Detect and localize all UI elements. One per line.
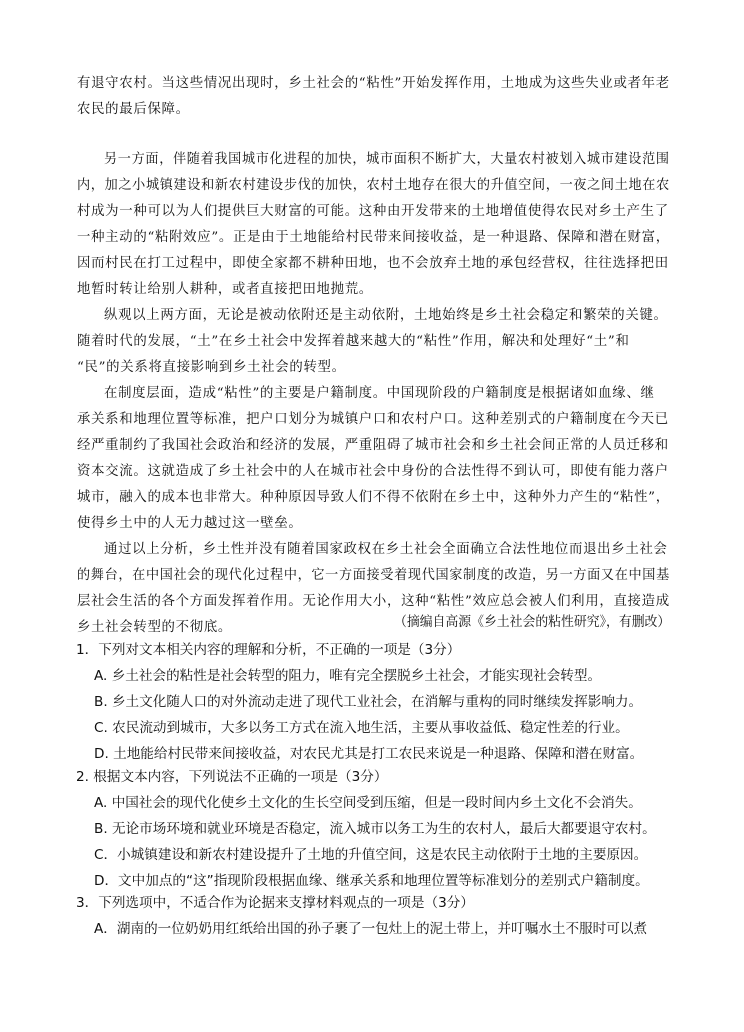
passage-line: 村成为一种可以为人们提供巨大财富的可能。这种由开发带来的土地增值使得农民对乡土产生了 bbox=[77, 204, 669, 219]
passage-line: 层社会生活的各个方面发挥着作用。无论作用大小，这种“粘性”效应总会被人们利用，直接造成 bbox=[77, 594, 670, 609]
answer-option: D. 土地能给村民带来间接收益，对农民尤其是打工农民来说是一种退路、保障和潜在财富。 bbox=[94, 746, 644, 762]
passage-line: 使得乡土中的人无力越过这一壁垒。 bbox=[77, 516, 303, 531]
question-stem: 3．下列选项中，不适合作为论据来支撑材料观点的一项是（3分） bbox=[76, 895, 474, 911]
passage-line: 资本交流。这就造成了乡土社会中的人在城市社会中身份的合法性得不到认可，即使有能力落户 bbox=[77, 464, 669, 479]
passage-line: 农民的最后保障。 bbox=[77, 102, 190, 117]
passage-line: 另一方面，伴随着我国城市化进程的加快，城市面积不断扩大，大量农村被划入城市建设范围 bbox=[104, 152, 670, 167]
passage-line: 城市，融入的成本也非常大。种种原因导致人们不得不依附在乡土中，这种外力产生的“粘性”， bbox=[77, 490, 670, 505]
passage-line: 纵观以上两方面，无论是被动依附还是主动依附，土地始终是乡土社会稳定和繁荣的关键。 bbox=[104, 308, 668, 323]
passage-line: 的舞台，在中国社会的现代化过程中，它一方面接受着现代国家制度的改造，另一方面又在中国基 bbox=[77, 568, 670, 583]
answer-option: C. 农民流动到城市，大多以务工方式在流入地生活，主要从事收益低、稳定性差的行业。 bbox=[94, 720, 629, 736]
question-stem: 2. 根据文本内容，下列说法不正确的一项是（3分） bbox=[76, 769, 388, 785]
answer-option: C．小城镇建设和新农村建设提升了土地的升值空间，这是农民主动依附于土地的主要原因。 bbox=[94, 847, 648, 863]
passage-line: 通过以上分析，乡土性并没有随着国家政权在乡土社会全面确立合法性地位而退出乡土社会 bbox=[104, 542, 668, 557]
answer-option: D．文中加点的“这”指现阶段根据血缘、继承关系和地理位置等标准划分的差别式户籍制度。 bbox=[94, 873, 649, 889]
passage-line: 内，加之小城镇建设和新农村建设步伐的加快，农村土地存在很大的升值空间，一夜之间土地在农 bbox=[77, 178, 670, 193]
passage-line: 随着时代的发展，“土”在乡土社会中发挥着越来越大的“粘性”作用，解决和处理好“土”和 bbox=[77, 334, 630, 349]
answer-option: A. 乡土社会的粘性是社会转型的阻力，唯有完全摆脱乡土社会，才能实现社会转型。 bbox=[94, 668, 602, 684]
answer-option: B. 无论市场环境和就业环境是否稳定，流入城市以务工为生的农村人，最后大都要退守农村。 bbox=[94, 821, 656, 837]
answer-option: A．湖南的一位奶奶用红纸给出国的孙子裹了一包灶上的泥土带上，并叮嘱水土不服时可以煮 bbox=[94, 921, 648, 937]
passage-line: 因而村民在打工过程中，即使全家都不耕种田地，也不会放弃土地的承包经营权，往往选择把田 bbox=[77, 256, 669, 271]
passage-line: 一种主动的“粘附效应”。正是由于土地能给村民带来间接收益，是一种退路、保障和潜在财富， bbox=[77, 230, 670, 245]
passage-line: 地暂时转让给别人耕种，或者直接把田地抛荒。 bbox=[77, 282, 373, 297]
answer-option: A. 中国社会的现代化使乡土文化的生长空间受到压缩，但是一段时间内乡土文化不会消失。 bbox=[94, 795, 642, 811]
passage-line: 在制度层面，造成“粘性”的主要是户籍制度。中国现阶段的户籍制度是根据诸如血缘、继 bbox=[104, 386, 655, 401]
passage-line: 乡土社会转型的不彻底。 bbox=[77, 620, 232, 635]
question-stem: 1．下列对文本相关内容的理解和分析，不正确的一项是（3分） bbox=[76, 642, 461, 658]
passage-line: 经严重制约了我国社会政治和经济的发展，严重阻碍了城市社会和乡土社会间正常的人员迁移和 bbox=[77, 438, 669, 453]
passage-line: 承关系和地理位置等标准，把户口划分为城镇户口和农村户口。这种差别式的户籍制度在今天已 bbox=[77, 412, 669, 427]
passage-line: “民”的关系将直接影响到乡土社会的转型。 bbox=[77, 360, 346, 375]
source-citation: （摘编自高源《乡土社会的粘性研究》，有删改） bbox=[394, 614, 671, 630]
answer-option: B. 乡土文化随人口的对外流动走进了现代工业社会，在消解与重构的同时继续发挥影响力。 bbox=[94, 694, 643, 710]
passage-line: 有退守农村。当这些情况出现时，乡土社会的“粘性”开始发挥作用，土地成为这些失业或者年老 bbox=[77, 76, 670, 91]
